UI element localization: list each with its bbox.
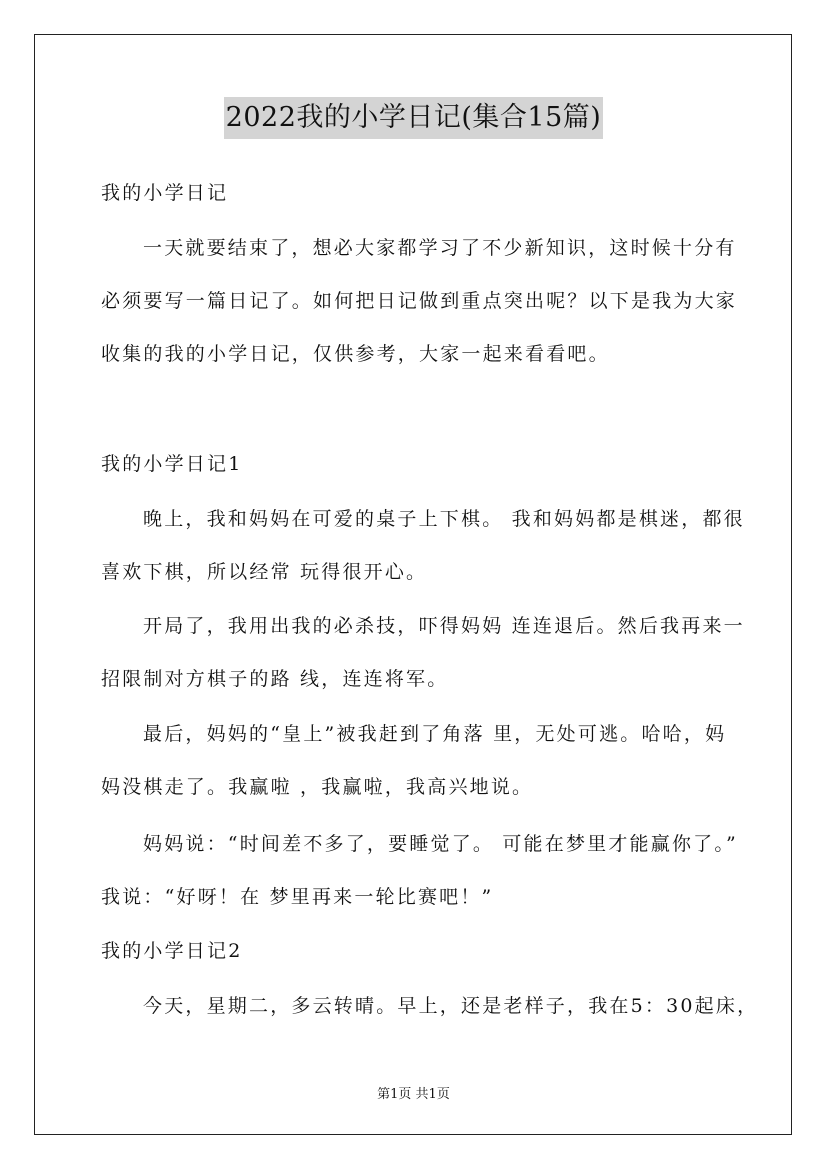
paragraph-line: 妈妈说：“时间差不多了，要睡觉了。 可能在梦里才能赢你了。” [143, 833, 738, 855]
paragraph-line: 开局了，我用出我的必杀技，吓得妈妈 连连退后。然后我再来一 [143, 615, 745, 637]
page-footer [0, 1083, 827, 1102]
paragraph-line: 招限制对方棋子的路 线，连连将军。 [101, 668, 449, 690]
paragraph-line: 一天就要结束了，想必大家都学习了不少新知识，这时候十分有 [143, 237, 737, 259]
section-heading: 我的小学日记2 [101, 940, 243, 962]
section-heading: 我的小学日记 [101, 182, 229, 204]
paragraph-line: 收集的我的小学日记，仅供参考，大家一起来看看吧。 [101, 343, 610, 365]
paragraph-line: 我说：“好呀！在 梦里再来一轮比赛吧！” [101, 886, 494, 908]
paragraph-line: 必须要写一篇日记了。如何把日记做到重点突出呢？以下是我为大家 [101, 290, 738, 312]
paragraph-line: 晚上，我和妈妈在可爱的桌子上下棋。 我和妈妈都是棋迷，都很 [143, 508, 745, 530]
paragraph-line: 最后，妈妈的“皇上”被我赶到了角落 里，无处可逃。哈哈，妈 [143, 723, 727, 745]
page-number: 第1页 共1页 [377, 1087, 450, 1102]
section-heading: 我的小学日记1 [101, 453, 243, 475]
title-wrap [0, 97, 827, 139]
document-title: 2022我的小学日记(集合15篇) [224, 97, 604, 139]
paragraph-line: 今天，星期二，多云转晴。早上，还是老样子，我在5：30起床， [143, 995, 759, 1017]
paragraph-line: 喜欢下棋，所以经常 玩得很开心。 [101, 561, 428, 583]
paragraph-line: 妈没棋走了。我赢啦 ，我赢啦，我高兴地说。 [101, 776, 534, 798]
